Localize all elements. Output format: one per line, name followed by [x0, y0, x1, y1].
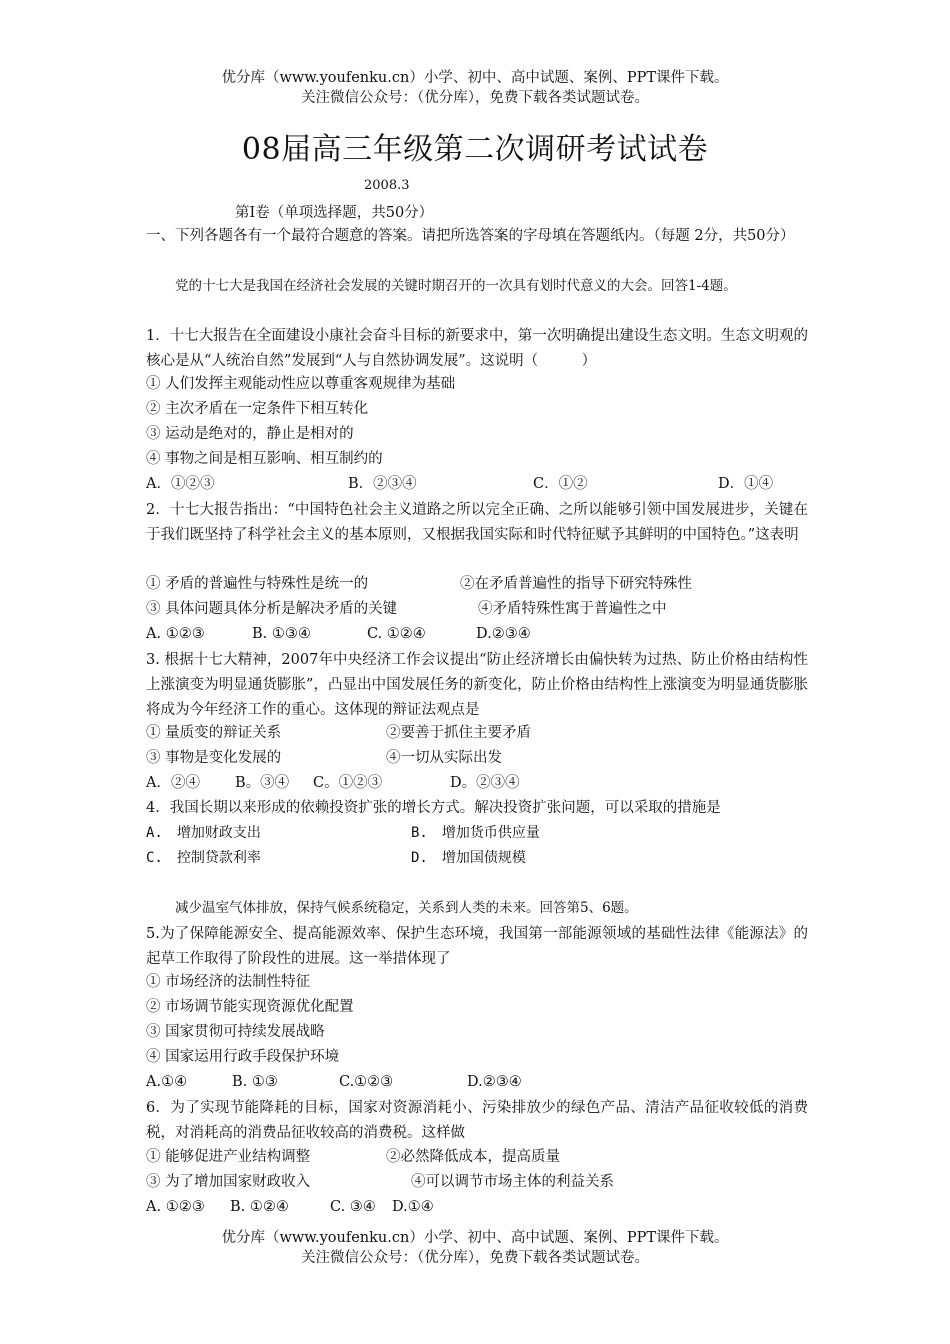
footer-line-1: 优分库（www.youfenku.cn）小学、初中、高中试题、案例、PPT课件下载。 [221, 1230, 729, 1246]
q6-option-1: ① 能够促进产业结构调整 [146, 1149, 311, 1165]
q6-answer-b: B. ①②④ [230, 1199, 289, 1215]
q5-stem: 5.为了保障能源安全、提高能源效率、保护生态环境，我国第一部能源领域的基础性法律《能源法》的起草工作取得了阶段性的进展。这一举措体现了 [146, 926, 808, 967]
q4-answer-a: A. 增加财政支出 [146, 825, 261, 841]
q2-option-4: ④矛盾特殊性寓于普遍性之中 [478, 601, 667, 617]
q6-option-4: ④可以调节市场主体的利益关系 [411, 1174, 614, 1190]
intro-5-6: 减少温室气体排放，保持气候系统稳定，关系到人类的未来。回答第5、6题。 [175, 900, 638, 916]
instructions: 一、下列各题各有一个最符合题意的答案。请把所选答案的字母填在答题纸内。（每题 2分，共50分） [146, 228, 795, 244]
q2-answer-d: D.②③④ [476, 626, 531, 642]
q3-answer-c: C。①②③ [313, 775, 383, 791]
q5-option-4: ④ 国家运用行政手段保护环境 [146, 1049, 340, 1065]
q3-answer-b: B。③④ [235, 775, 290, 791]
q2-answer-a: A. ①②③ [146, 626, 205, 642]
q6-option-2: ②必然降低成本，提高质量 [386, 1149, 560, 1165]
section-heading: 第Ⅰ卷（单项选择题，共50分） [235, 205, 434, 221]
q3-option-1: ① 量质变的辩证关系 [146, 725, 282, 741]
q4-answer-d: D. 增加国债规模 [411, 850, 526, 866]
exam-title: 08届高三年级第二次调研考试试卷 [241, 132, 709, 167]
q3-option-4: ④一切从实际出发 [386, 750, 502, 766]
q6-answer-a: A. ①②③ [146, 1199, 205, 1215]
q3-stem: 3. 根据十七大精神，2007年中央经济工作会议提出“防止经济增长由偏快转为过热、防止价格由结构性上涨演变为明显通货膨胀”，凸显出中国发展任务的新变化，防止价格由结构性上涨演变为明显通货膨胀将成为今年经济工作的重心。这体现的辩证法观点是 [146, 652, 808, 718]
q1-option-3: ③ 运动是绝对的，静止是相对的 [146, 426, 354, 442]
q5-answer-d: D.②③④ [467, 1074, 522, 1090]
q5-option-1: ① 市场经济的法制性特征 [146, 974, 311, 990]
q3-answer-d: D。②③④ [450, 775, 520, 791]
q5-option-2: ② 市场调节能实现资源优化配置 [146, 999, 354, 1015]
q6-answer-c: C. ③④ [330, 1199, 376, 1215]
q1-option-1: ① 人们发挥主观能动性应以尊重客观规律为基础 [146, 376, 456, 392]
q6-answer-d: D.①④ [392, 1199, 434, 1215]
q6-option-3: ③ 为了增加国家财政收入 [146, 1174, 311, 1190]
q4-answer-b: B. 增加货币供应量 [411, 825, 540, 841]
q5-option-3: ③ 国家贯彻可持续发展战略 [146, 1024, 325, 1040]
header-line-2: 关注微信公众号：（优分库），免费下载各类试题试卷。 [301, 90, 649, 106]
q2-stem: 2．十七大报告指出：“中国特色社会主义道路之所以完全正确、之所以能够引领中国发展进步，关键在于我们既坚持了科学社会主义的基本原则，又根据我国实际和时代特征赋予其鲜明的中国特色。”这表明 [146, 502, 808, 543]
q5-answer-a: A.①④ [146, 1074, 188, 1090]
q4-answer-c: C. 控制贷款利率 [146, 850, 261, 866]
q3-option-3: ③ 事物是变化发展的 [146, 750, 282, 766]
q5-answer-b: B. ①③ [232, 1074, 278, 1090]
q1-stem: 1．十七大报告在全面建设小康社会奋斗目标的新要求中，第一次明确提出建设生态文明。生态文明观的核心是从“人统治自然”发展到“人与自然协调发展”。这说明（ ） [146, 328, 808, 369]
q2-option-3: ③ 具体问题具体分析是解决矛盾的关键 [146, 601, 398, 617]
q2-answer-b: B. ①③④ [252, 626, 311, 642]
q6-stem: 6．为了实现节能降耗的目标，国家对资源消耗小、污染排放少的绿色产品、清洁产品征收较低的消费税，对消耗高的消费品征收较高的消费税。这样做 [146, 1100, 808, 1141]
q2-option-1: ① 矛盾的普遍性与特殊性是统一的 [146, 576, 369, 592]
q1-answer-a: A．①②③ [146, 476, 215, 492]
q1-answer-b: B．②③④ [348, 476, 417, 492]
q1-answer-d: D．①④ [718, 476, 774, 492]
header-line-1: 优分库（www.youfenku.cn）小学、初中、高中试题、案例、PPT课件下载。 [221, 70, 729, 86]
q2-option-2: ②在矛盾普遍性的指导下研究特殊性 [460, 576, 692, 592]
q3-answer-a: A．②④ [146, 775, 200, 791]
q1-answer-c: C．①② [533, 476, 588, 492]
q5-answer-c: C.①②③ [339, 1074, 394, 1090]
intro-1-4: 党的十七大是我国在经济社会发展的关键时期召开的一次具有划时代意义的大会。回答1-4题。 [175, 278, 737, 294]
q1-option-4: ④ 事物之间是相互影响、相互制约的 [146, 451, 383, 467]
q3-option-2: ②要善于抓住主要矛盾 [386, 725, 531, 741]
q1-option-2: ② 主次矛盾在一定条件下相互转化 [146, 401, 369, 417]
q2-answer-c: C. ①②④ [367, 626, 426, 642]
q4-stem: 4．我国长期以来形成的依赖投资扩张的增长方式。解决投资扩张问题，可以采取的措施是 [146, 800, 721, 816]
exam-date: 2008.3 [364, 178, 410, 193]
footer-line-2: 关注微信公众号：（优分库），免费下载各类试题试卷。 [301, 1250, 649, 1266]
